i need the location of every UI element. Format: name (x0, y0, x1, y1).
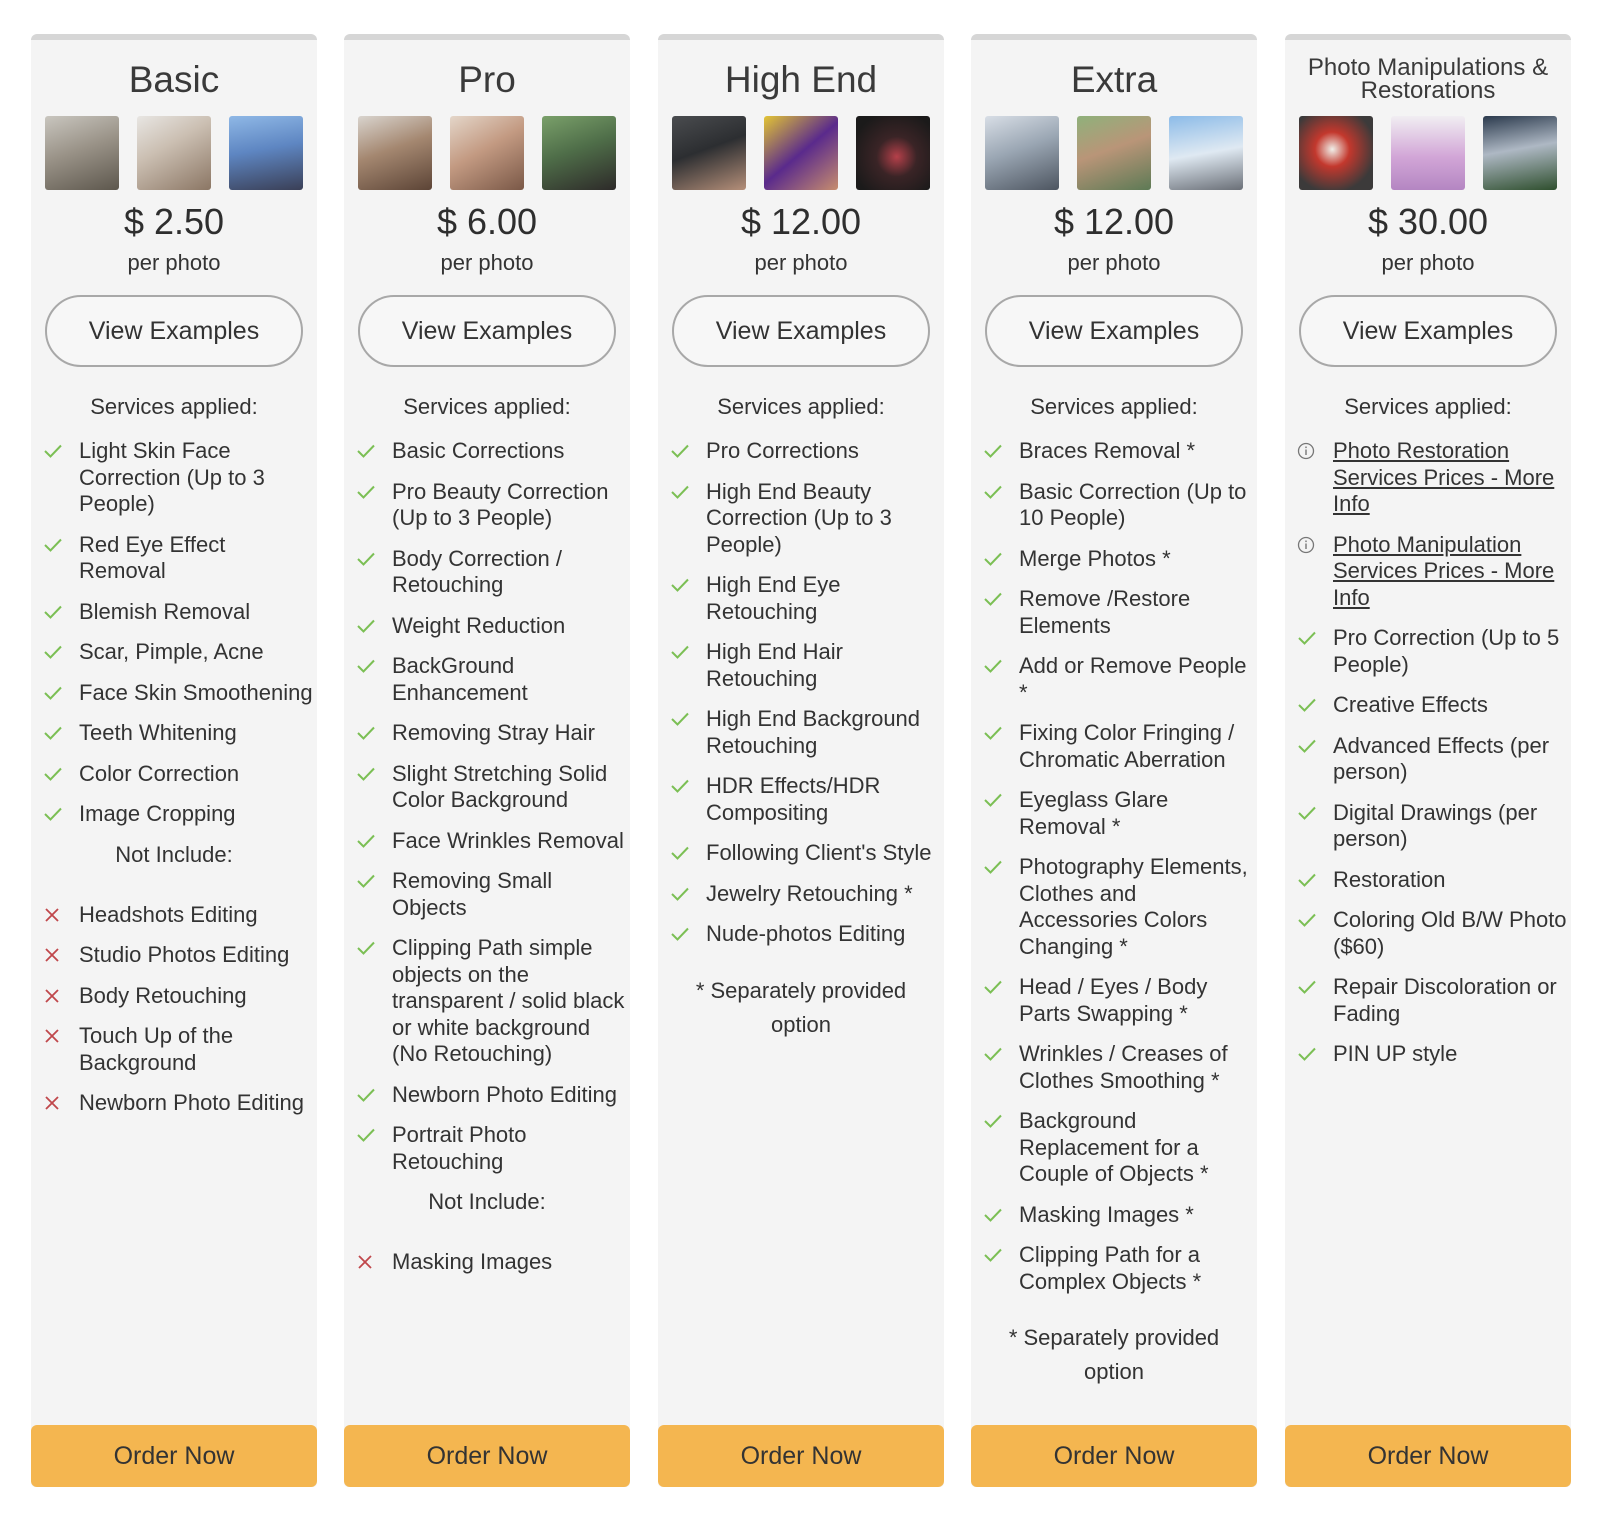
plan-title: Photo Manipulations & Restorations (1307, 54, 1549, 104)
check-icon (983, 974, 1019, 1000)
service-label: Headshots Editing (79, 901, 258, 927)
included-service (1297, 907, 1567, 960)
service-label: Removing Stray Hair (392, 720, 595, 745)
check-icon (43, 761, 79, 787)
included-service (983, 720, 1253, 773)
check-icon (356, 546, 392, 572)
excluded-service (43, 1090, 313, 1117)
example-photo-thumbnail[interactable] (1077, 116, 1151, 190)
service-label: Following Client's Style (706, 840, 932, 865)
services-applied-heading: Services applied: (717, 394, 885, 419)
included-service (1297, 800, 1567, 853)
check-icon (1297, 907, 1333, 933)
example-thumbnails (45, 116, 303, 190)
plan-title: Extra (1070, 59, 1158, 100)
included-service (670, 479, 940, 559)
price-unit: per photo (754, 250, 848, 275)
check-icon (670, 572, 706, 598)
plan-price: $ 30.00 (1367, 201, 1489, 242)
service-label: Pro Correction (Up to 5 People) (1333, 625, 1560, 677)
example-thumbnails (358, 116, 616, 190)
excluded-service (43, 902, 313, 929)
not-include-heading: Not Include: (428, 1189, 546, 1214)
services-list (356, 438, 626, 1290)
service-label: Masking Images * (1019, 1201, 1194, 1227)
service-label: Touch Up of the Background (79, 1023, 234, 1075)
included-service (1297, 1041, 1567, 1068)
included-service (356, 1122, 626, 1175)
included-service (670, 773, 940, 826)
check-icon (356, 761, 392, 787)
service-label: Clipping Path for a Complex Objects * (1019, 1242, 1202, 1294)
example-photo-thumbnail[interactable] (45, 116, 119, 190)
check-icon (1297, 692, 1333, 718)
service-label: Restoration (1333, 866, 1446, 892)
included-service (43, 599, 313, 626)
service-label: Newborn Photo Editing (392, 1081, 618, 1107)
service-label: BackGround Enhancement (392, 653, 528, 705)
service-label: Creative Effects (1333, 692, 1488, 717)
service-label: Slight Stretching Solid Color Background (392, 760, 608, 812)
price-unit: per photo (1067, 250, 1161, 275)
view-examples-button[interactable]: View Examples (672, 295, 930, 367)
service-label: Clipping Path simple objects on the transparent / solid black or white background (No Retouching) (392, 935, 625, 1066)
included-service (356, 613, 626, 640)
cross-icon (43, 942, 79, 968)
service-label: Pro Corrections (706, 438, 859, 463)
service-label: PIN UP style (1333, 1041, 1458, 1066)
excluded-service (43, 1023, 313, 1076)
included-service (983, 1242, 1253, 1295)
service-label: Image Cropping (79, 801, 236, 826)
plan-title: High End (724, 59, 878, 100)
service-label: Coloring Old B/W Photo ($60) (1333, 907, 1567, 959)
example-photo-thumbnail[interactable] (1483, 116, 1557, 190)
not-include-heading: Not Include: (115, 841, 233, 867)
check-icon (670, 438, 706, 464)
view-examples-button[interactable]: View Examples (1299, 295, 1557, 367)
included-service (983, 974, 1253, 1027)
service-label: Fixing Color Fringing / Chromatic Aberration (1019, 720, 1235, 772)
services-list (43, 438, 313, 1131)
example-photo-thumbnail[interactable] (672, 116, 746, 190)
example-photo-thumbnail[interactable] (1169, 116, 1243, 190)
service-label: High End Background Retouching (706, 706, 921, 758)
service-label: Blemish Removal (79, 598, 251, 624)
check-icon (356, 1082, 392, 1108)
check-icon (983, 787, 1019, 813)
included-service (43, 680, 313, 707)
included-service (670, 840, 940, 867)
service-label: Masking Images (392, 1249, 553, 1274)
check-icon (356, 479, 392, 505)
check-icon (356, 828, 392, 854)
cross-icon (43, 1023, 79, 1049)
services-applied-heading: Services applied: (90, 394, 258, 419)
plan-card-pro (344, 34, 630, 1487)
check-icon (1297, 625, 1333, 651)
service-label: Nude-photos Editing (706, 921, 906, 946)
check-icon (1297, 733, 1333, 759)
info-link-item (1297, 438, 1567, 518)
service-label: Face Wrinkles Removal (392, 827, 624, 853)
included-service (983, 546, 1253, 573)
service-label: Light Skin Face Correction (Up to 3 People) (79, 438, 265, 516)
check-icon (983, 438, 1019, 464)
service-label: Braces Removal * (1019, 438, 1196, 463)
included-service (670, 706, 940, 759)
photo-restoration-prices-link[interactable]: Photo Restoration Services Prices - More Info (1333, 438, 1555, 516)
plan-card-photo-manipulations (1285, 34, 1571, 1487)
services-list (983, 438, 1253, 1389)
service-label: Portrait Photo Retouching (392, 1122, 527, 1174)
check-icon (356, 438, 392, 464)
check-icon (1297, 867, 1333, 893)
included-service (356, 1082, 626, 1109)
plan-price: $ 6.00 (436, 201, 538, 242)
included-service (670, 639, 940, 692)
service-label: Removing Small Objects (392, 868, 553, 920)
service-label: Repair Discoloration or Fading (1333, 974, 1557, 1026)
included-service (983, 787, 1253, 840)
example-photo-thumbnail[interactable] (764, 116, 838, 190)
service-label: Digital Drawings (per person) (1333, 799, 1538, 851)
order-now-button[interactable]: Order Now (31, 1425, 317, 1487)
check-icon (983, 1041, 1019, 1067)
excluded-service (43, 942, 313, 969)
service-label: Color Correction (79, 760, 240, 786)
price-unit: per photo (127, 250, 221, 275)
included-service (356, 720, 626, 747)
service-label: High End Beauty Correction (Up to 3 People) (706, 478, 892, 557)
check-icon (983, 854, 1019, 880)
check-icon (670, 881, 706, 907)
service-label: Weight Reduction (392, 612, 566, 638)
plan-title: Pro (458, 59, 516, 100)
included-service (356, 828, 626, 855)
info-icon (1297, 532, 1333, 558)
check-icon (1297, 800, 1333, 826)
included-service (670, 881, 940, 908)
service-label: Pro Beauty Correction (Up to 3 People) (392, 478, 609, 530)
service-label: Studio Photos Editing (79, 942, 290, 967)
included-service (43, 720, 313, 747)
check-icon (670, 639, 706, 665)
service-label: Background Replacement for a Couple of Objects * (1019, 1108, 1209, 1186)
example-photo-thumbnail[interactable] (137, 116, 211, 190)
included-service (43, 438, 313, 518)
check-icon (983, 1242, 1019, 1268)
included-service (670, 572, 940, 625)
included-service (1297, 692, 1567, 719)
included-service (1297, 974, 1567, 1027)
service-label: High End Eye Retouching (706, 572, 841, 624)
included-service (983, 438, 1253, 465)
service-label: Basic Corrections (392, 438, 565, 463)
check-icon (983, 546, 1019, 572)
check-icon (1297, 974, 1333, 1000)
example-thumbnails (1299, 116, 1557, 190)
example-photo-thumbnail[interactable] (985, 116, 1059, 190)
services-applied-heading: Services applied: (1030, 394, 1198, 419)
view-examples-button[interactable]: View Examples (985, 295, 1243, 367)
service-label: Body Retouching (79, 982, 247, 1008)
included-service (43, 801, 313, 828)
check-icon (43, 599, 79, 625)
check-icon (356, 1122, 392, 1148)
included-service (983, 479, 1253, 532)
included-service (356, 935, 626, 1068)
check-icon (356, 653, 392, 679)
info-link-item (1297, 532, 1567, 612)
included-service (43, 639, 313, 666)
plan-card-high-end (658, 34, 944, 1487)
included-service (983, 1108, 1253, 1188)
separately-provided-note: * Separately provided option (695, 977, 907, 1037)
price-unit: per photo (440, 250, 534, 275)
plan-card-basic (31, 34, 317, 1487)
service-label: Photography Elements, Clothes and Accessories Colors Changing * (1019, 854, 1248, 959)
service-label: Basic Correction (Up to 10 People) (1019, 478, 1247, 530)
services-list (1297, 438, 1567, 1082)
check-icon (670, 773, 706, 799)
check-icon (43, 639, 79, 665)
services-applied-heading: Services applied: (403, 394, 571, 419)
service-label: Jewelry Retouching * (706, 880, 913, 906)
included-service (43, 761, 313, 788)
plan-price: $ 12.00 (740, 201, 862, 242)
check-icon (983, 586, 1019, 612)
services-list (670, 438, 940, 1042)
service-label: High End Hair Retouching (706, 639, 843, 691)
example-photo-thumbnail[interactable] (229, 116, 303, 190)
example-photo-thumbnail[interactable] (1391, 116, 1465, 190)
included-service (1297, 625, 1567, 678)
included-service (983, 1041, 1253, 1094)
service-label: Body Correction / Retouching (392, 545, 562, 597)
check-icon (670, 921, 706, 947)
order-now-button[interactable]: Order Now (971, 1425, 1257, 1487)
example-photo-thumbnail[interactable] (358, 116, 432, 190)
excluded-service (43, 983, 313, 1010)
check-icon (356, 935, 392, 961)
plan-title: Basic (128, 59, 220, 100)
check-icon (983, 1108, 1019, 1134)
check-icon (670, 706, 706, 732)
service-label: Remove /Restore Elements (1019, 586, 1191, 638)
check-icon (1297, 1041, 1333, 1067)
check-icon (43, 438, 79, 464)
check-icon (43, 801, 79, 827)
included-service (356, 438, 626, 465)
included-service (356, 761, 626, 814)
check-icon (43, 680, 79, 706)
check-icon (356, 720, 392, 746)
check-icon (356, 613, 392, 639)
check-icon (43, 532, 79, 558)
example-photo-thumbnail[interactable] (856, 116, 930, 190)
order-now-button[interactable]: Order Now (344, 1425, 630, 1487)
check-icon (670, 479, 706, 505)
included-service (43, 532, 313, 585)
included-service (356, 868, 626, 921)
check-icon (983, 479, 1019, 505)
order-now-button[interactable]: Order Now (1285, 1425, 1571, 1487)
check-icon (356, 868, 392, 894)
service-label: Merge Photos * (1019, 545, 1171, 571)
cross-icon (43, 983, 79, 1009)
included-service (1297, 733, 1567, 786)
service-label: HDR Effects/HDR Compositing (706, 773, 881, 825)
service-label: Face Skin Smoothening (79, 679, 313, 705)
plan-price: $ 12.00 (1053, 201, 1175, 242)
cross-icon (43, 1090, 79, 1116)
service-label: Red Eye Effect Removal (79, 531, 226, 583)
photo-manipulation-prices-link[interactable]: Photo Manipulation Services Prices - More Info (1333, 531, 1555, 610)
example-photo-thumbnail[interactable] (1299, 116, 1373, 190)
included-service (356, 546, 626, 599)
included-service (983, 586, 1253, 639)
example-thumbnails (672, 116, 930, 190)
service-label: Newborn Photo Editing (79, 1090, 305, 1115)
service-label: Add or Remove People * (1019, 653, 1247, 705)
check-icon (983, 653, 1019, 679)
view-examples-button[interactable]: View Examples (358, 295, 616, 367)
cross-icon (43, 902, 79, 928)
included-service (356, 479, 626, 532)
check-icon (983, 720, 1019, 746)
included-service (983, 1202, 1253, 1229)
service-label: Scar, Pimple, Acne (79, 639, 264, 664)
view-examples-button[interactable]: View Examples (45, 295, 303, 367)
check-icon (670, 840, 706, 866)
included-service (356, 653, 626, 706)
included-service (983, 653, 1253, 706)
service-label: Wrinkles / Creases of Clothes Smoothing * (1019, 1041, 1228, 1093)
order-now-button[interactable]: Order Now (658, 1425, 944, 1487)
example-photo-thumbnail[interactable] (450, 116, 524, 190)
plan-card-extra (971, 34, 1257, 1487)
excluded-service (356, 1249, 626, 1276)
check-icon (983, 1202, 1019, 1228)
price-unit: per photo (1381, 250, 1475, 275)
service-label: Head / Eyes / Body Parts Swapping * (1019, 974, 1208, 1026)
plan-price: $ 2.50 (123, 201, 225, 242)
info-icon (1297, 438, 1333, 464)
separately-provided-note: * Separately provided option (1008, 1325, 1220, 1384)
example-photo-thumbnail[interactable] (542, 116, 616, 190)
services-applied-heading: Services applied: (1344, 394, 1512, 419)
included-service (983, 854, 1253, 960)
example-thumbnails (985, 116, 1243, 190)
service-label: Teeth Whitening (79, 720, 237, 745)
service-label: Eyeglass Glare Removal * (1019, 787, 1169, 839)
cross-icon (356, 1249, 392, 1275)
service-label: Advanced Effects (per person) (1333, 732, 1550, 784)
included-service (670, 921, 940, 948)
included-service (670, 438, 940, 465)
included-service (1297, 867, 1567, 894)
check-icon (43, 720, 79, 746)
